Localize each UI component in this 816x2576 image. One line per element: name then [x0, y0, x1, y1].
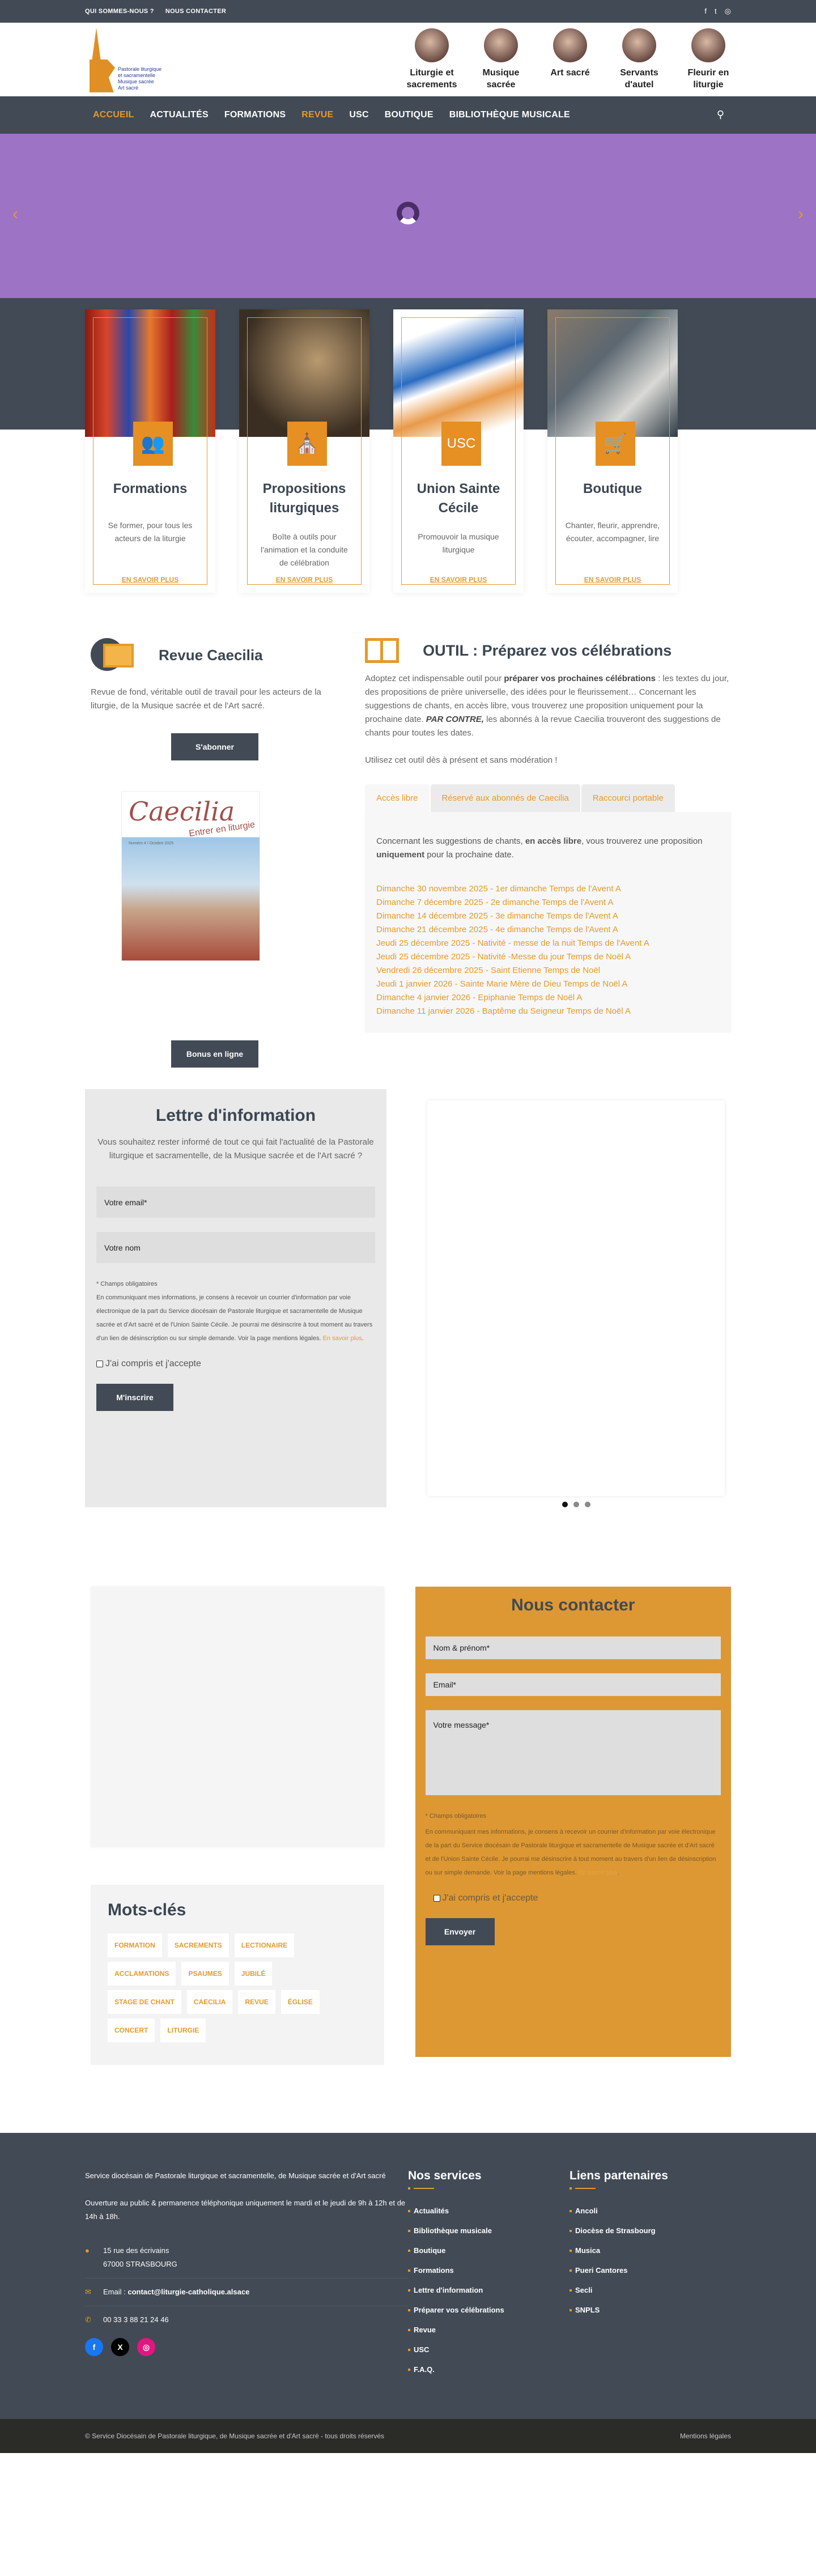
tab-abonnes[interactable]: Réservé aux abonnés de Caecilia: [431, 784, 580, 812]
footer-link[interactable]: F.A.Q.: [408, 2365, 570, 2374]
required-note: * Champs obligatoires: [96, 1281, 158, 1287]
category-label: Liturgie et sacrements: [406, 68, 457, 90]
link-nous-contacter[interactable]: NOUS CONTACTER: [165, 8, 227, 15]
feature-text: Chanter, fleurir, apprendre, écouter, accompagner, lire: [565, 521, 660, 543]
logo-text: et sacramentelle: [118, 73, 156, 78]
link-qui-sommes-nous[interactable]: QUI SOMMES-NOUS ?: [85, 8, 154, 15]
footer-link[interactable]: USC: [408, 2345, 570, 2354]
en-savoir-plus-link[interactable]: EN SAVOIR PLUS: [430, 576, 487, 584]
consent-text: En communiquant mes informations, je consens à recevoir un courrier d'information par voie électronique de la part du Service diocésain de Pastorale liturgique et sacramentelle de Musique sacrée et d'Art sacré et de l'Union Sainte Cécile. Je pourrai me désinscrire à tout moment au travers d'un lien de désinscription ou sur simple demande. Voir la page mentions légales. En savoir plus.: [425, 1829, 716, 1876]
fullname-field[interactable]: Nom & prénom*: [426, 1636, 721, 1659]
logo-text: Art sacré: [118, 85, 139, 91]
category-label: Musique sacrée: [482, 68, 520, 90]
required-note: * Champs obligatoires: [425, 1813, 487, 1820]
phone-number[interactable]: 00 33 3 88 21 24 46: [103, 2315, 169, 2324]
partner-link[interactable]: Ancoli: [570, 2207, 731, 2215]
tag[interactable]: LECTIONAIRE: [235, 1933, 294, 1957]
church-icon: ⛪: [287, 422, 327, 466]
email-label: Email :: [103, 2288, 128, 2296]
carousel-dot[interactable]: [573, 1502, 579, 1507]
map-pin-icon: ●: [85, 2246, 90, 2255]
carousel-slide[interactable]: [427, 1100, 725, 1496]
usc-badge: USC: [441, 422, 481, 466]
bottom-bar: [0, 2419, 816, 2453]
top-bar: [0, 0, 816, 23]
cover-issue: Numéro 4 / Octobre 2025: [129, 841, 173, 845]
footer-org: Service diocésain de Pastorale liturgique et sacramentelle, de Musique sacrée et d'Art sacré: [85, 2171, 386, 2180]
feature-card-propositions[interactable]: [239, 309, 369, 593]
legal-link[interactable]: Mentions légales: [679, 2432, 731, 2440]
date-link[interactable]: Jeudi 25 décembre 2025 - Nativité - messe de la nuit Temps de l'Avent A: [376, 938, 649, 948]
revue-section: [85, 638, 731, 1068]
en-savoir-plus-link[interactable]: En savoir plus: [322, 1335, 362, 1342]
nav-usc[interactable]: USC: [349, 110, 369, 120]
book-icon: [365, 638, 399, 663]
instagram-icon[interactable]: ◎: [724, 7, 731, 15]
image-carousel: [427, 1089, 725, 1507]
address-line: 67000 STRASBOURG: [103, 2260, 177, 2268]
subscribe-submit-button[interactable]: M'inscrire: [96, 1384, 173, 1411]
nav-boutique[interactable]: BOUTIQUE: [384, 110, 434, 120]
cover-title: Caecilia: [129, 796, 235, 827]
en-savoir-plus-link[interactable]: EN SAVOIR PLUS: [121, 576, 179, 584]
address-line: 15 rue des écrivains: [103, 2246, 169, 2255]
footer-link[interactable]: Préparer vos célébrations: [408, 2306, 570, 2314]
footer-link[interactable]: Bibliothèque musicale: [408, 2226, 570, 2235]
category-image: [484, 28, 518, 62]
footer: [0, 2133, 816, 2419]
date-link[interactable]: Dimanche 14 décembre 2025 - 3e dimanche Temps de l'Avent A: [376, 911, 618, 921]
category-fleurir[interactable]: [680, 28, 737, 91]
category-musique[interactable]: [473, 28, 529, 91]
date-link[interactable]: Vendredi 26 décembre 2025 - Saint Etienne Temps de Noël: [376, 966, 601, 975]
feature-card-formations[interactable]: [85, 309, 215, 593]
consent-text: En communiquant mes informations, je consens à recevoir un courrier d'information par voie électronique de la part du Service diocésain de Pastorale liturgique et sacramentelle de Musique sacrée et d'Art sacré et de l'Union Sainte Cécile. Je pourrai me désinscrire à tout moment au travers d'un lien de désinscription ou sur simple demande. Voir la page mentions légales. En savoir plus.: [96, 1294, 373, 1342]
checkbox[interactable]: [96, 1361, 103, 1367]
feature-title: Propositions liturgiques: [262, 481, 346, 516]
tag[interactable]: CONCERT: [108, 2018, 155, 2042]
accept-checkbox[interactable]: J'ai compris et j'accepte: [434, 1893, 721, 1903]
features-section: [0, 298, 816, 615]
site-header: [0, 23, 816, 96]
category-label: Art sacré: [550, 68, 590, 78]
email-link[interactable]: contact@liturgie-catholique.alsace: [128, 2288, 250, 2296]
date-link[interactable]: Dimanche 7 décembre 2025 - 2e dimanche Temps de l'Avent A: [376, 898, 614, 907]
accept-checkbox[interactable]: J'ai compris et j'accepte: [96, 1359, 375, 1369]
footer-link[interactable]: Actualités: [408, 2207, 570, 2215]
category-art[interactable]: [542, 28, 598, 91]
cover-subtitle: Entrer en liturgie: [188, 819, 256, 839]
logo-text: Musique sacrée: [118, 79, 154, 84]
instagram-icon[interactable]: ◎: [137, 2338, 155, 2356]
footer-link[interactable]: Boutique: [408, 2246, 570, 2255]
envelope-icon: ✉: [85, 2288, 91, 2296]
en-savoir-plus-link[interactable]: En savoir plus: [578, 1869, 618, 1876]
open-book-icon: [91, 638, 136, 672]
feature-card-boutique[interactable]: [547, 309, 678, 593]
category-image: [553, 28, 587, 62]
people-icon: 👥: [133, 422, 173, 466]
tab-acces-libre[interactable]: Accès libre: [365, 784, 429, 812]
nav-actualites[interactable]: ACTUALITÉS: [150, 110, 209, 120]
category-label: Servants d'autel: [620, 68, 658, 90]
category-image: [415, 28, 449, 62]
tag[interactable]: STAGE DE CHANT: [108, 1990, 181, 2014]
x-icon[interactable]: X: [111, 2338, 129, 2356]
footer-link[interactable]: Revue: [408, 2326, 570, 2334]
contact-form: [415, 1587, 731, 2057]
tag[interactable]: ÉGLISE: [281, 1990, 320, 2014]
loading-spinner-icon: [397, 202, 419, 224]
footer-hours: Ouverture au public & permanence téléphonique uniquement le mardi et le jeudi de 9h à 12h et de 14h à 18h.: [85, 2199, 406, 2221]
feature-text: Promouvoir la musique liturgique: [418, 532, 499, 554]
main-nav: [0, 96, 816, 134]
tag[interactable]: JUBILÉ: [235, 1962, 273, 1986]
phone-icon: ✆: [85, 2315, 91, 2324]
footer-link[interactable]: Lettre d'information: [408, 2286, 570, 2294]
logo-text: Pastorale liturgique: [118, 66, 162, 72]
twitter-icon[interactable]: t: [715, 7, 717, 15]
empty-widget: [91, 1587, 384, 1847]
date-link[interactable]: Dimanche 11 janvier 2026 - Baptême du Seigneur Temps de Noël A: [376, 1006, 631, 1016]
email-field[interactable]: Email*: [426, 1673, 721, 1696]
bonus-button[interactable]: Bonus en ligne: [171, 1040, 258, 1068]
message-field[interactable]: Votre message*: [426, 1710, 721, 1795]
category-liturgie[interactable]: [403, 28, 460, 91]
partner-link[interactable]: SNPLS: [570, 2306, 731, 2314]
tag[interactable]: SACREMENTS: [168, 1933, 229, 1957]
slider-next-icon[interactable]: ›: [798, 205, 804, 223]
hero-slider: [0, 134, 816, 298]
email-field[interactable]: Votre email*: [96, 1187, 375, 1218]
tag[interactable]: REVUE: [238, 1990, 275, 2014]
newsletter-lead: Vous souhaitez rester informé de tout ce qui fait l'actualité de la Pastorale liturgique et sacramentelle, de la Musique sacrée et de l'Art sacré ?: [97, 1137, 374, 1161]
contact-title: Nous contacter: [511, 1596, 635, 1614]
nav-bibliotheque[interactable]: BIBLIOTHÈQUE MUSICALE: [449, 110, 570, 120]
en-savoir-plus-link[interactable]: EN SAVOIR PLUS: [584, 576, 641, 584]
category-servants[interactable]: [611, 28, 668, 91]
copyright: © Service Diocésain de Pastorale liturgique, de Musique sacrée et d'Art sacré - tous droits réservés: [85, 2432, 385, 2440]
send-button[interactable]: Envoyer: [426, 1918, 495, 1945]
feature-text: Boîte à outils pour l'animation et la conduite de célébration: [261, 532, 348, 567]
cart-icon: 🛒: [596, 422, 635, 466]
partner-link[interactable]: Pueri Cantores: [570, 2266, 731, 2275]
carousel-dot[interactable]: [562, 1502, 568, 1507]
tag[interactable]: FORMATION: [108, 1933, 162, 1957]
search-icon[interactable]: ⚲: [716, 109, 724, 120]
date-link[interactable]: Dimanche 30 novembre 2025 - 1er dimanche Temps de l'Avent A: [376, 884, 621, 894]
category-image: [622, 28, 656, 62]
feature-title: Formations: [113, 481, 188, 496]
category-label: Fleurir en liturgie: [687, 68, 729, 90]
date-link[interactable]: Jeudi 1 janvier 2026 - Sainte Marie Mère de Dieu Temps de Noël A: [376, 979, 628, 989]
category-image: [691, 28, 725, 62]
category-links: [403, 28, 737, 91]
outil-title: OUTIL : Préparez vos célébrations: [423, 641, 672, 659]
checkbox[interactable]: [434, 1895, 440, 1902]
tag[interactable]: PSAUMES: [181, 1962, 228, 1986]
nav-accueil[interactable]: ACCUEIL: [93, 110, 134, 120]
date-link[interactable]: Dimanche 4 janvier 2026 - Epiphanie Temps de Noël A: [376, 993, 583, 1002]
revue-description: Revue de fond, véritable outil de travail pour les acteurs de la liturgie, de la Musique sacrée et de l'Art sacré.: [91, 687, 321, 711]
subscribe-button[interactable]: S'abonner: [171, 733, 258, 760]
slider-prev-icon[interactable]: ‹: [12, 205, 18, 223]
revue-title: Revue Caecilia: [159, 646, 263, 664]
facebook-icon[interactable]: f: [85, 2338, 103, 2356]
keywords-title: Mots-clés: [108, 1901, 186, 1919]
tag[interactable]: CAECILIA: [187, 1990, 233, 2014]
outil-tabs: [365, 784, 731, 812]
facebook-icon[interactable]: f: [704, 7, 707, 15]
partner-link[interactable]: Diocèse de Strasbourg: [570, 2226, 731, 2235]
tag[interactable]: LITURGIE: [160, 2018, 206, 2042]
partners-title: Liens partenaires: [570, 2169, 668, 2182]
date-link[interactable]: Jeudi 25 décembre 2025 - Nativité -Messe du jour Temps de Noël A: [376, 952, 631, 962]
feature-title: Union Sainte Cécile: [416, 481, 500, 516]
services-title: Nos services: [408, 2169, 482, 2182]
tag[interactable]: ACCLAMATIONS: [108, 1962, 176, 1986]
nav-formations[interactable]: FORMATIONS: [224, 110, 286, 120]
feature-title: Boutique: [583, 481, 642, 496]
nav-revue[interactable]: REVUE: [301, 110, 334, 120]
newsletter-row: [85, 1089, 731, 1507]
contact-row: [85, 1587, 731, 2065]
carousel-dot[interactable]: [585, 1502, 590, 1507]
en-savoir-plus-link[interactable]: EN SAVOIR PLUS: [275, 576, 333, 584]
feature-card-usc[interactable]: [393, 309, 524, 593]
tab-panel: [365, 812, 731, 1032]
feature-text: Se former, pour tous les acteurs de la liturgie: [108, 521, 193, 543]
name-field[interactable]: Votre nom: [96, 1232, 375, 1263]
partner-link[interactable]: Musica: [570, 2246, 731, 2255]
tab-intro: Concernant les suggestions de chants, en accès libre, vous trouverez une proposition uniquement pour la prochaine date.: [376, 836, 703, 860]
partner-link[interactable]: Secli: [570, 2286, 731, 2294]
revue-cover-image[interactable]: [121, 791, 260, 961]
outil-note: Utilisez cet outil dès à présent et sans modération !: [365, 755, 558, 765]
outil-description: Adoptez cet indispensable outil pour préparer vos prochaines célébrations : les textes du jour, des propositions de prière universelle, des idées pour le fleurissement… Concernant les suggestions de chants, en accès libre, vous trouverez une proposition uniquement pour la prochaine date. PAR CONTRE, les abonnés à la revue Caecilia trouveront des suggestions de chants pour toutes les dates.: [365, 674, 729, 738]
keywords-widget: [91, 1885, 384, 2065]
site-logo[interactable]: [85, 25, 164, 93]
newsletter-form: [85, 1089, 386, 1507]
newsletter-title: Lettre d'information: [155, 1106, 316, 1125]
tab-raccourci[interactable]: Raccourci portable: [581, 784, 675, 812]
date-link[interactable]: Dimanche 21 décembre 2025 - 4e dimanche Temps de l'Avent A: [376, 925, 618, 934]
footer-link[interactable]: Formations: [408, 2266, 570, 2275]
